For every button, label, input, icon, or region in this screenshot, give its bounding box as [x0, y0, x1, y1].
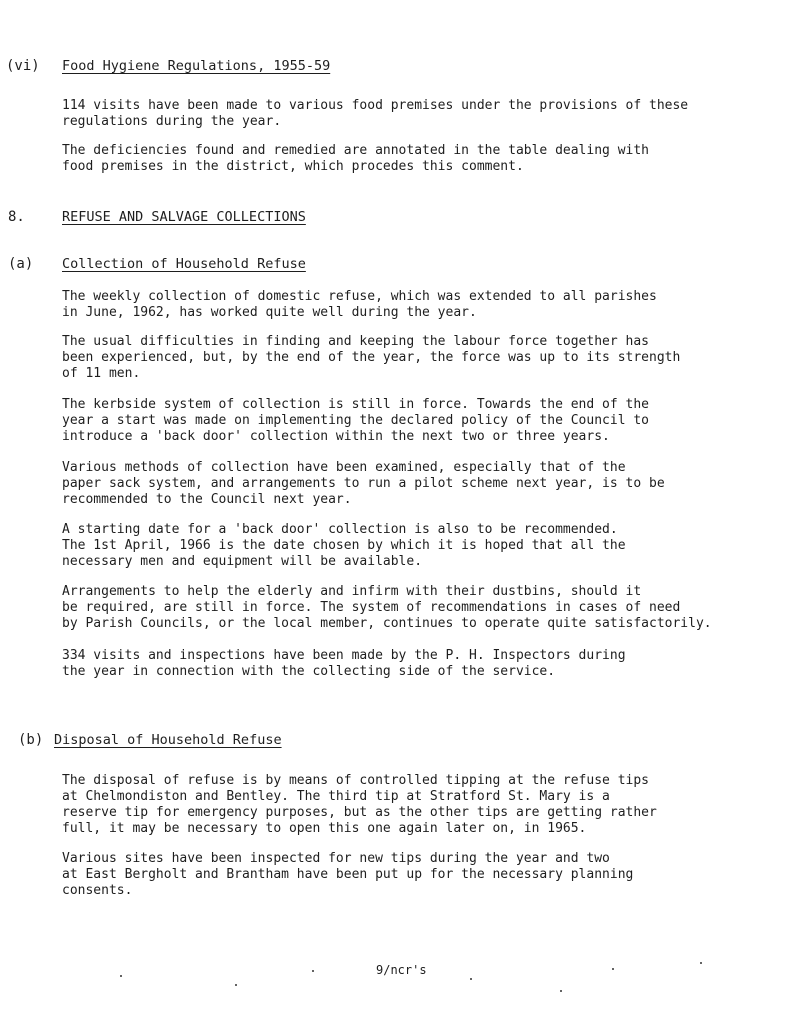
text-line: be required, are still in force. The system of recommendations in cases of need [62, 600, 681, 615]
text-line: introduce a 'back door' collection within the next two or three years. [62, 429, 610, 444]
text-line: A starting date for a 'back door' collection is also to be recommended. [62, 522, 618, 537]
text-line: necessary men and equipment will be available. [62, 554, 423, 569]
paragraph [62, 773, 798, 837]
text-line: The disposal of refuse is by means of controlled tipping at the refuse tips [62, 773, 649, 788]
text-line: recommended to the Council next year. [62, 492, 352, 507]
continuation-marker: 9/ncr's [376, 963, 427, 977]
text-line: in June, 1962, has worked quite well during the year. [62, 305, 477, 320]
subsection-a-marker: (a) [8, 256, 34, 272]
text-line: Arrangements to help the elderly and infirm with their dustbins, should it [62, 584, 642, 599]
paragraph [62, 522, 798, 570]
intro-paragraph [62, 143, 798, 175]
scan-speck [560, 990, 562, 992]
text-line: been experienced, but, by the end of the year, the force was up to its strength [62, 350, 681, 365]
paragraph [62, 460, 798, 508]
text-line: reserve tip for emergency purposes, but as the other tips are getting rather [62, 805, 657, 820]
text-line: The 1st April, 1966 is the date chosen by which it is hoped that all the [62, 538, 626, 553]
text-line: by Parish Councils, or the local member, continues to operate quite satisfactorily. [62, 616, 712, 631]
paragraph [62, 851, 798, 899]
paragraph [62, 584, 798, 632]
page-marker: (vi) [6, 58, 40, 74]
paragraph [62, 334, 798, 382]
subsection-b-heading: Disposal of Household Refuse [54, 732, 282, 748]
text-line: consents. [62, 883, 133, 898]
text-line: regulations during the year. [62, 114, 282, 129]
intro-paragraph [62, 98, 798, 130]
text-line: food premises in the district, which procedes this comment. [62, 159, 524, 174]
scan-speck [700, 962, 702, 964]
text-line: Various methods of collection have been examined, especially that of the [62, 460, 626, 475]
text-line: the year in connection with the collecting side of the service. [62, 664, 556, 679]
section-number: 8. [8, 209, 25, 225]
scan-speck [612, 968, 614, 970]
text-line: The usual difficulties in finding and keeping the labour force together has [62, 334, 649, 349]
subsection-a-heading: Collection of Household Refuse [62, 256, 306, 272]
scan-speck [470, 978, 472, 980]
subsection-b-marker: (b) [18, 732, 44, 748]
scan-speck [120, 975, 122, 977]
scan-speck [312, 970, 314, 972]
paragraph [62, 397, 798, 445]
text-line: 334 visits and inspections have been made by the P. H. Inspectors during [62, 648, 626, 663]
paragraph [62, 648, 798, 680]
text-line: Various sites have been inspected for new tips during the year and two [62, 851, 610, 866]
section-heading: REFUSE AND SALVAGE COLLECTIONS [62, 209, 306, 225]
text-line: full, it may be necessary to open this one again later on, in 1965. [62, 821, 587, 836]
paragraph [62, 289, 798, 321]
text-line: of 11 men. [62, 366, 141, 381]
text-line: 114 visits have been made to various food premises under the provisions of these [62, 98, 689, 113]
text-line: year a start was made on implementing the declared policy of the Council to [62, 413, 649, 428]
text-line: at Chelmondiston and Bentley. The third tip at Stratford St. Mary is a [62, 789, 610, 804]
text-line: The weekly collection of domestic refuse, which was extended to all parishes [62, 289, 657, 304]
text-line: paper sack system, and arrangements to run a pilot scheme next year, is to be [62, 476, 665, 491]
text-line: The deficiencies found and remedied are annotated in the table dealing with [62, 143, 649, 158]
text-line: The kerbside system of collection is still in force. Towards the end of the [62, 397, 649, 412]
scan-speck [235, 984, 237, 986]
page-title: Food Hygiene Regulations, 1955-59 [62, 58, 331, 74]
text-line: at East Bergholt and Brantham have been put up for the necessary planning [62, 867, 634, 882]
